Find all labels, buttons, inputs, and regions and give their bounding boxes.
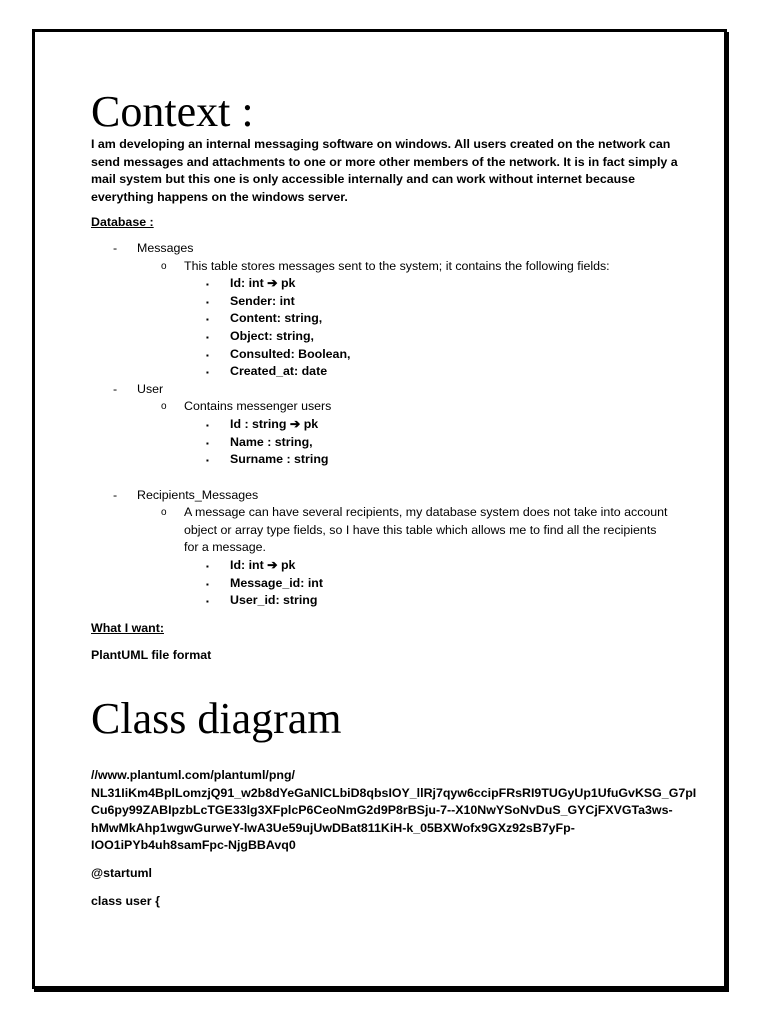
context-heading: Context :	[91, 87, 254, 136]
spacer	[91, 469, 691, 487]
plantuml-url	[91, 767, 697, 855]
url-line: IOO1iPYb4uh8samFpc-NjgBBAvq0	[91, 838, 296, 853]
field-item: ▪ Surname : string	[91, 451, 691, 469]
square-bullet: ▪	[206, 562, 209, 572]
field-item: ▪ Content: string,	[91, 310, 691, 328]
field-item: ▪ Id : string ➔ pk	[91, 416, 691, 434]
field-item: ▪ Consulted: Boolean,	[91, 346, 691, 364]
what-i-want-label: What I want:	[91, 620, 164, 635]
table-description: o Contains messenger users	[91, 398, 691, 416]
class-diagram-heading: Class diagram	[91, 694, 342, 744]
field-item: ▪ Message_id: int	[91, 575, 691, 593]
startuml-line: @startuml	[91, 866, 152, 880]
what-i-want-text: PlantUML file format	[91, 648, 212, 663]
dash-bullet: -	[113, 381, 118, 396]
class-user-line: class user {	[91, 893, 160, 908]
table-item-messages: - Messages	[91, 240, 691, 258]
square-bullet: ▪	[206, 597, 209, 607]
document-body	[91, 87, 697, 910]
square-bullet: ▪	[206, 456, 209, 466]
circle-bullet: o	[161, 260, 167, 272]
square-bullet: ▪	[206, 332, 209, 342]
table-description: o This table stores messages sent to the system; it contains the following fields:	[91, 258, 691, 276]
field-item: ▪ Id: int ➔ pk	[91, 275, 691, 293]
field-item: ▪ Sender: int	[91, 293, 691, 311]
circle-bullet: o	[161, 507, 167, 519]
square-bullet: ▪	[206, 368, 209, 378]
square-bullet: ▪	[206, 315, 209, 325]
field-item: ▪ Id: int ➔ pk	[91, 557, 691, 575]
square-bullet: ▪	[206, 297, 209, 307]
square-bullet: ▪	[206, 579, 209, 589]
square-bullet: ▪	[206, 438, 209, 448]
database-label: Database :	[91, 215, 154, 230]
field-item: ▪ User_id: string	[91, 592, 691, 610]
context-paragraph: I am developing an internal messaging software on windows. All users created on the network can send messages and attachments to one or more other members of the network. It is in fact simply a mail system but this one is only accessible internally and can work without internet because everything happens on the windows server.	[91, 137, 678, 204]
field-item: ▪ Created_at: date	[91, 363, 691, 381]
field-item: ▪ Name : string,	[91, 434, 691, 452]
table-description: o A message can have several recipients, my database system does not take into account object or array type fields, so I have this table which allows me to find all the recipients for a message.	[161, 505, 668, 555]
url-line: Cu6py99ZABIpzbLcTGE33lg3XFplcP6CeoNmG2d9P8rBSju-7--X10NwYSoNvDuS_GYCjFXVGTa3ws-	[91, 803, 673, 818]
table-item-user: - User	[91, 381, 691, 399]
tables-list	[91, 240, 691, 610]
circle-bullet: o	[161, 401, 167, 413]
field-item: ▪ Object: string,	[91, 328, 691, 346]
table-item-recipients-messages: - Recipients_Messages	[91, 487, 691, 505]
square-bullet: ▪	[206, 280, 209, 290]
url-line: hMwMkAhp1wgwGurweY-lwA3Ue59ujUwDBat811KiH-k_05BXWofx9GXz92sB7yFp-	[91, 820, 575, 835]
url-line: NL31IiKm4BplLomzjQ91_w2b8dYeGaNlCLbiD8qbsIOY_llRj7qyw6ccipFRsRI9TUGyUp1UfuGvKSG_G7pI	[91, 785, 697, 800]
url-line: //www.plantuml.com/plantuml/png/	[91, 768, 295, 783]
dash-bullet: -	[113, 240, 118, 255]
dash-bullet: -	[113, 487, 118, 502]
square-bullet: ▪	[206, 350, 209, 360]
square-bullet: ▪	[206, 420, 209, 430]
